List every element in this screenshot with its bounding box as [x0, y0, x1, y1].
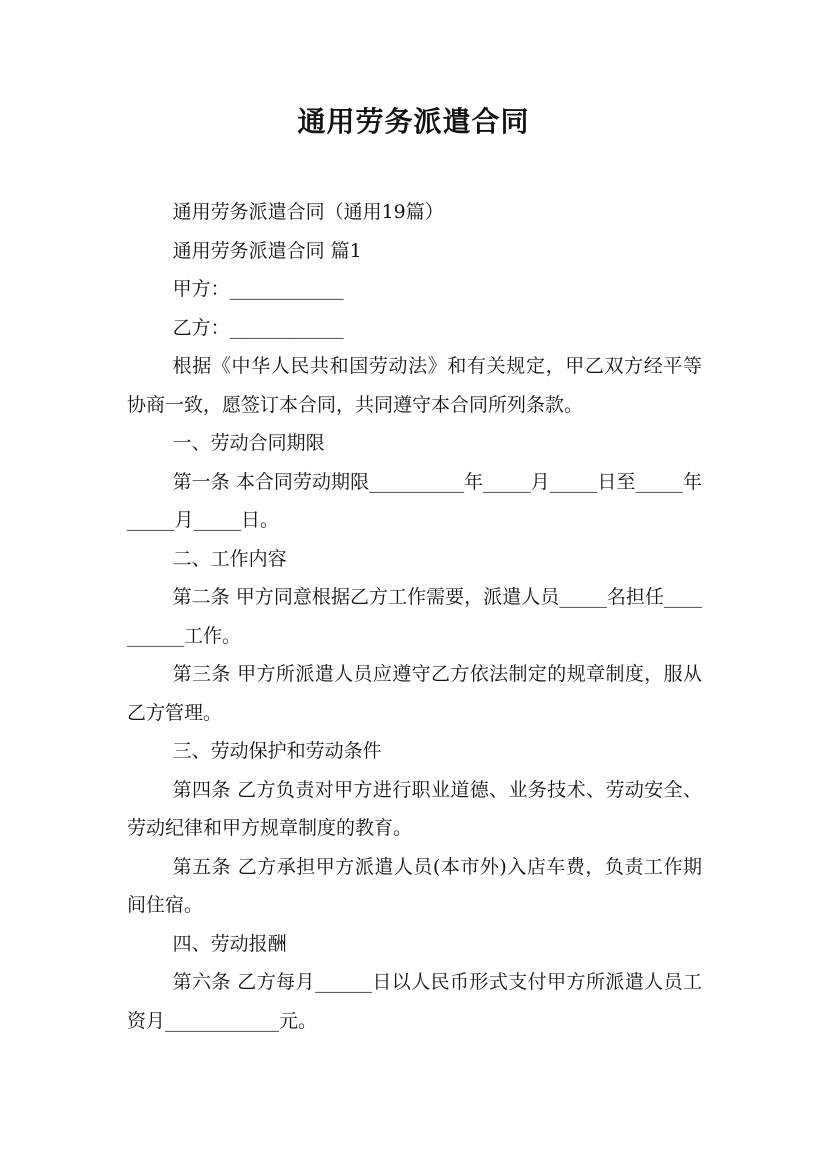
paragraph-heading-work: 二、工作内容 [172, 547, 287, 570]
paragraph-heading-pay: 四、劳动报酬 [172, 932, 287, 955]
paragraph-article-6: 第六条 乙方每月______日以人民币形式支付甲方所派遣人员工资月____________元。 [127, 971, 702, 1032]
paragraph-party-b: 乙方：____________ [172, 316, 344, 339]
paragraph-heading-protection: 三、劳动保护和劳动条件 [172, 740, 382, 762]
paragraph-article-5: 第五条 乙方承担甲方派遣人员(本市外)入店车费，负责工作期间住宿。 [127, 855, 702, 916]
paragraph-article-3: 第三条 甲方所派遣人员应遵守乙方依法制定的规章制度，服从乙方管理。 [127, 663, 702, 724]
paragraph-subtitle: 通用劳务派遣合同（通用19篇） [172, 201, 444, 223]
document-body [127, 193, 702, 1040]
paragraph-preamble: 根据《中华人民共和国劳动法》和有关规定，甲乙双方经平等协商一致，愿签订本合同，共同遵守本合同所列条款。 [127, 355, 702, 416]
paragraph-section-heading: 通用劳务派遣合同 篇1 [172, 239, 362, 262]
paragraph-party-a: 甲方：____________ [172, 278, 344, 300]
paragraph-article-2: 第二条 甲方同意根据乙方工作需要，派遣人员_____名担任__________工作。 [127, 586, 702, 647]
paragraph-article-1: 第一条 本合同劳动期限__________年_____月_____日至_____年_____月_____日。 [127, 470, 702, 531]
paragraph-heading-term: 一、劳动合同期限 [172, 432, 325, 454]
document-title: 通用劳务派遣合同 [297, 105, 530, 138]
paragraph-article-4: 第四条 乙方负责对甲方进行职业道德、业务技术、劳动安全、劳动纪律和甲方规章制度的教育。 [127, 778, 702, 839]
